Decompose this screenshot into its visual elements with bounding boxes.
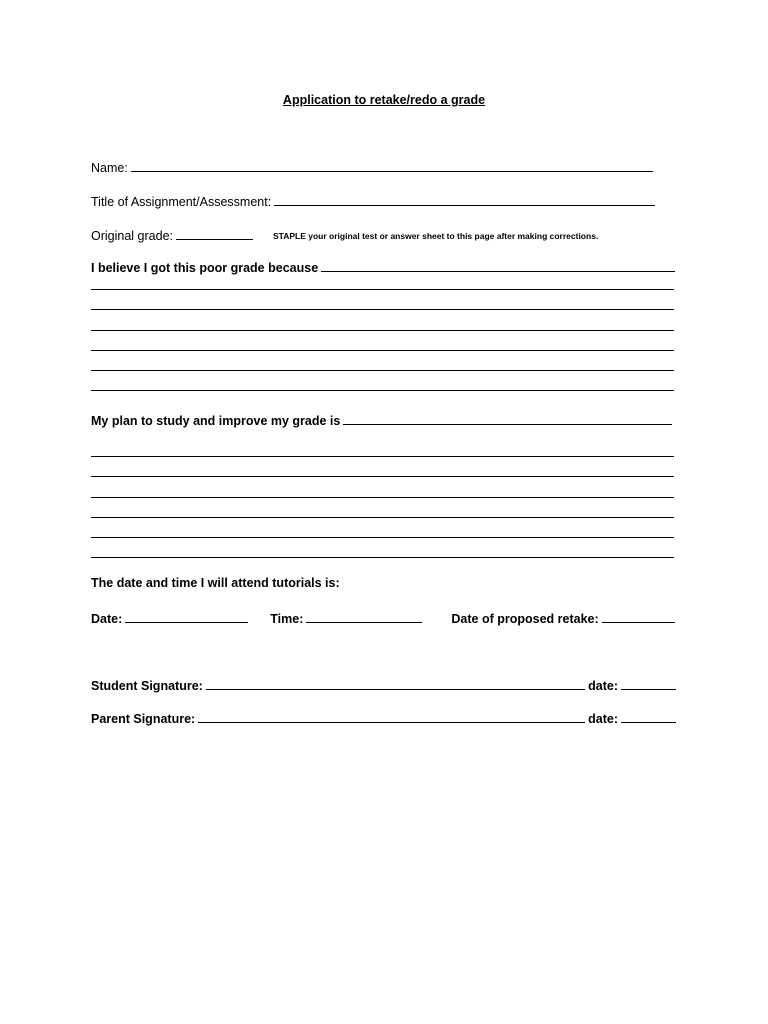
reason-label: I believe I got this poor grade because: [91, 261, 319, 275]
plan-line[interactable]: [91, 537, 674, 538]
name-field[interactable]: [131, 171, 653, 172]
schedule-row: [91, 606, 675, 626]
parent-signature-row: [91, 706, 676, 726]
form-title: Application to retake/redo a grade: [282, 93, 486, 107]
reason-line[interactable]: [91, 350, 674, 351]
parent-signature-field[interactable]: [198, 722, 585, 723]
plan-row: [91, 408, 672, 428]
student-date-label: date:: [588, 679, 618, 693]
reason-line[interactable]: [91, 289, 674, 290]
plan-line[interactable]: [91, 557, 674, 558]
time-field[interactable]: [306, 622, 422, 623]
name-row: [91, 155, 653, 175]
reason-line[interactable]: [91, 370, 674, 371]
student-signature-label: Student Signature:: [91, 679, 203, 693]
time-label: Time:: [270, 612, 304, 626]
plan-field[interactable]: [343, 424, 672, 425]
reason-line[interactable]: [91, 330, 674, 331]
plan-line[interactable]: [91, 456, 674, 457]
reason-field[interactable]: [321, 271, 675, 272]
tutorials-heading: The date and time I will attend tutorials is:: [91, 576, 340, 590]
date-label: Date:: [91, 612, 123, 626]
original-grade-label: Original grade:: [91, 229, 173, 243]
reason-line[interactable]: [91, 309, 674, 310]
original-grade-field[interactable]: [176, 239, 253, 240]
staple-note: STAPLE your original test or answer sheet to this page after making corrections.: [273, 231, 599, 241]
reason-line[interactable]: [91, 390, 674, 391]
assignment-label: Title of Assignment/Assessment:: [91, 195, 272, 209]
student-signature-field[interactable]: [206, 689, 585, 690]
date-field[interactable]: [125, 622, 248, 623]
plan-label: My plan to study and improve my grade is: [91, 414, 341, 428]
plan-line[interactable]: [91, 517, 674, 518]
retake-date-field[interactable]: [602, 622, 675, 623]
original-grade-row: [91, 223, 675, 243]
parent-date-field[interactable]: [621, 722, 676, 723]
name-label: Name:: [91, 161, 128, 175]
assignment-field[interactable]: [274, 205, 655, 206]
student-signature-row: [91, 673, 676, 693]
assignment-row: [91, 189, 655, 209]
parent-signature-label: Parent Signature:: [91, 712, 196, 726]
student-date-field[interactable]: [621, 689, 676, 690]
retake-label: Date of proposed retake:: [451, 612, 599, 626]
reason-row: [91, 255, 675, 275]
parent-date-label: date:: [588, 712, 618, 726]
plan-line[interactable]: [91, 476, 674, 477]
plan-line[interactable]: [91, 497, 674, 498]
